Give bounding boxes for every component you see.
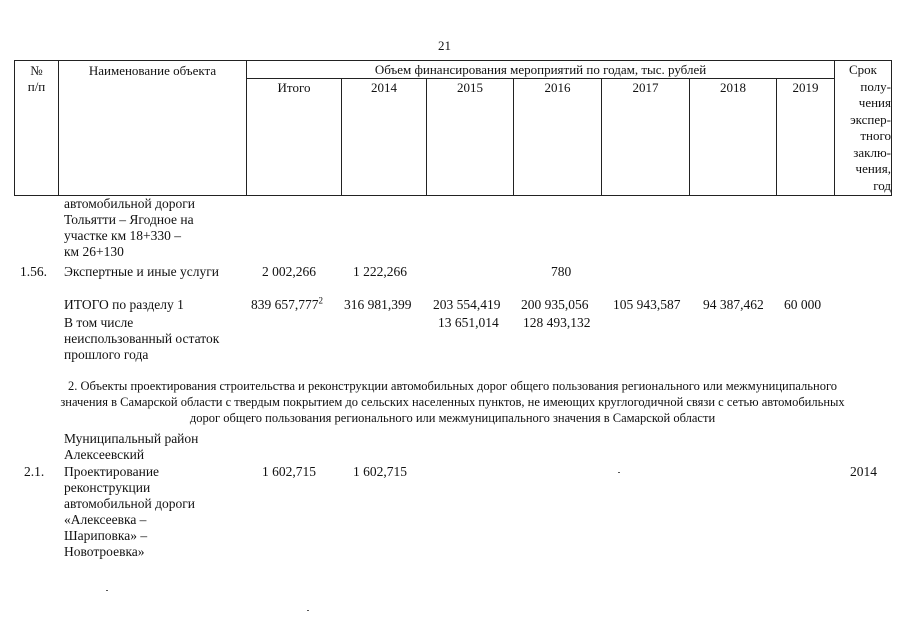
- scan-speck: [106, 590, 108, 591]
- row-total: 2 002,266: [262, 264, 316, 279]
- row-2016: 780: [551, 264, 572, 279]
- total-2014: 316 981,399: [344, 297, 412, 312]
- row-number: 2.1.: [24, 464, 45, 479]
- section1-tail-name: автомобильной дороги Тольятти – Ягодное на участке км 18+330 – км 26+130: [64, 196, 195, 259]
- header-total: Итого: [277, 80, 311, 95]
- scan-speck: [307, 610, 309, 611]
- header-year-2017: 2017: [632, 80, 659, 95]
- header-term: Срок полу- чения экспер- тного заклю- чения, год: [849, 62, 891, 193]
- row-2014: 1 602,715: [353, 464, 407, 479]
- total-2019: 60 000: [784, 297, 822, 312]
- header-year-2015: 2015: [457, 80, 483, 95]
- page-number: 21: [438, 38, 451, 53]
- total-2015: 203 554,419: [433, 297, 501, 312]
- included-2015: 13 651,014: [438, 315, 499, 330]
- header-num-line1: №: [30, 63, 43, 78]
- section2-title: 2. Объекты проектирования строительства и реконструкции автомобильных дорог общего пользования регионального или межмуниципального значения в Самарской области с твердым покрытием до сельских населенных пунктов, не имеющих круглогодичной связи с сетью автомобильных дорог общего пользования регионального или межмуниципального значения в Самарской области: [60, 379, 845, 425]
- header-year-2016: 2016: [544, 80, 571, 95]
- total-2017: 105 943,587: [613, 297, 681, 312]
- row-term: 2014: [850, 464, 877, 479]
- header-name: Наименование объекта: [88, 63, 217, 78]
- row-number: 1.56.: [20, 264, 47, 279]
- total-2016: 200 935,056: [521, 297, 589, 312]
- included-label: В том числе неиспользованный остаток прошлого года: [64, 315, 220, 362]
- row-2014: 1 222,266: [353, 264, 407, 279]
- total-value: 839 657,777$^2$: [251, 295, 323, 312]
- row-name: Проектирование реконструкции автомобильной дороги «Алексеевка – Шариповка» – Новотроевка»: [64, 464, 195, 559]
- district-name: Муниципальный район Алексеевский: [64, 431, 199, 462]
- header-num-line2: п/п: [27, 79, 46, 94]
- header-year-2019: 2019: [792, 80, 819, 95]
- header-financing: Объем финансирования мероприятий по годам, тыс. рублей: [374, 62, 707, 77]
- header-year-2018: 2018: [720, 80, 746, 95]
- scan-speck: [618, 472, 620, 473]
- row-name: Экспертные и иные услуги: [64, 264, 219, 279]
- included-2016: 128 493,132: [523, 315, 591, 330]
- total-label: ИТОГО по разделу 1: [64, 297, 184, 312]
- total-2018: 94 387,462: [703, 297, 764, 312]
- header-year-2014: 2014: [371, 80, 397, 95]
- row-total: 1 602,715: [262, 464, 316, 479]
